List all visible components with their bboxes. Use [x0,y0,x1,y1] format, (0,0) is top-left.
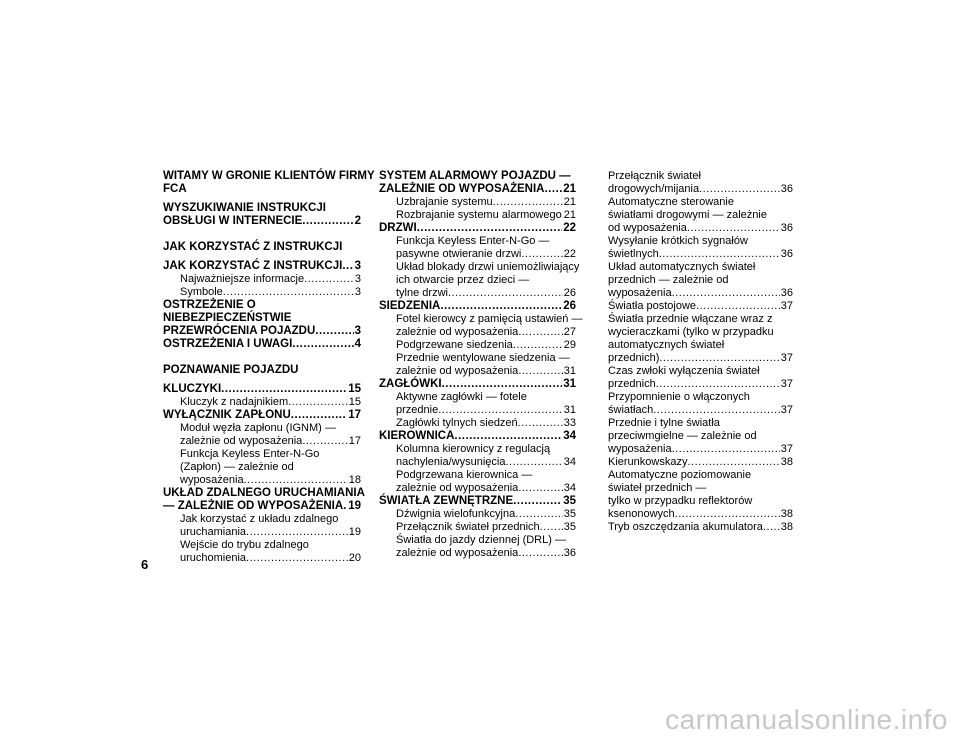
toc-entry-page-number: 38 [780,521,793,533]
dot-leader [518,326,562,339]
toc-entry-title: świetlnych [608,248,659,260]
toc-entry[interactable] [163,260,361,273]
toc-entry[interactable] [608,365,793,391]
toc-entry-title: — ZALEŻNIE OD WYPOSAŻENIA [163,500,344,512]
toc-entry-text-line: Podgrzewana kierownica — [396,469,533,481]
toc-entry[interactable] [608,235,793,261]
dot-leader [493,196,563,209]
dot-leader [675,508,780,521]
dot-leader [442,378,563,391]
dot-leader [518,482,562,495]
toc-entry-title: Uzbrajanie systemu [396,196,493,208]
toc-entry-text-line: Aktywne zagłówki — fotele [396,391,527,403]
toc-entry-text-line: Automatyczne poziomowanie [608,469,752,481]
dot-leader [438,404,563,417]
toc-entry-text-line: SYSTEM ALARMOWY POJAZDU — [379,170,571,182]
toc-entry[interactable] [163,422,361,448]
toc-entry-title: przednich [608,378,656,390]
toc-entry[interactable] [379,417,576,430]
toc-entry-title: Rozbrajanie systemu alarmowego [396,209,562,221]
toc-entry-title: wyposażenia [180,474,244,486]
toc-entry-title: światłach [608,404,654,416]
toc-entry[interactable] [379,495,576,508]
toc-entry[interactable] [163,487,365,513]
toc-entry-page-number: 21 [563,183,576,195]
dot-leader [659,248,780,261]
watermark: carmanualsonline.info [665,704,948,735]
toc-entry[interactable] [608,456,793,469]
toc-entry[interactable] [608,521,793,534]
toc-entry-page-number: 19 [348,500,361,512]
toc-entry-title: ksenonowych [608,508,675,520]
toc-entry-page-number: 37 [780,300,793,312]
toc-entry-text-line: Światła do jazdy dziennej (DRL) — [396,534,566,546]
toc-entry[interactable] [163,396,361,409]
toc-entry[interactable] [163,202,361,228]
toc-entry[interactable] [379,534,576,560]
toc-entry-title: Światła postojowe [608,300,697,312]
dot-leader [292,338,353,351]
toc-entry-page-number: 34 [563,430,576,442]
toc-entry[interactable] [608,313,793,365]
toc-entry-text-line: NIEBEZPIECZEŃSTWIE [163,312,292,324]
toc-column-3 [608,170,793,534]
toc-entry-page-number: 21 [563,196,576,208]
dot-leader [672,287,780,300]
toc-entry-page-number: 3 [354,260,361,272]
toc-entry-title: Kluczyk z nadajnikiem [180,396,289,408]
dot-leader [699,183,780,196]
toc-entry[interactable] [163,338,361,351]
toc-entry-title: tylne drzwi [396,287,448,299]
toc-entry[interactable] [608,417,793,456]
toc-entry-page-number: 37 [780,404,793,416]
toc-entry[interactable] [163,241,361,254]
toc-entry[interactable] [379,235,576,261]
dot-leader [515,508,563,521]
toc-entry-title: uruchamiania [180,526,247,538]
toc-entry-title: Podgrzewane siedzenia [396,339,513,351]
toc-entry[interactable] [379,300,576,313]
toc-entry-page-number: 37 [780,443,793,455]
toc-entry[interactable] [379,261,580,300]
toc-entry-page-number: 21 [563,209,576,221]
dot-leader [244,474,348,487]
dot-leader [454,430,562,443]
dot-leader [304,273,354,286]
toc-entry-page-number: 33 [563,417,576,429]
toc-entry-page-number: 26 [563,300,576,312]
toc-entry-page-number: 2 [354,215,361,227]
dot-leader [540,521,563,534]
toc-entry-title: pasywne otwieranie drzwi [396,248,522,260]
dot-leader [513,495,562,508]
dot-leader [505,456,562,469]
toc-entry-page-number: 36 [780,287,793,299]
toc-entry[interactable] [608,300,793,313]
dot-leader [302,215,353,228]
dot-leader [696,300,780,313]
toc-entry-page-number: 38 [780,508,793,520]
dot-leader [221,383,347,396]
toc-entry-page-number: 34 [563,482,576,494]
toc-entry[interactable] [163,513,361,539]
toc-entry[interactable] [379,469,576,495]
toc-entry-title: JAK KORZYSTAĆ Z INSTRUKCJI [163,260,343,272]
toc-entry-text-line: ich otwarcie przez dzieci — [396,274,530,286]
toc-entry-page-number: 27 [563,326,576,338]
toc-entry-title: Zagłówki tylnych siedzeń [396,417,518,429]
toc-entry-title: KIEROWNICA [379,430,455,442]
dot-leader [315,325,353,338]
toc-entry-page-number: 35 [563,508,576,520]
toc-entry[interactable] [379,508,576,521]
toc-entry-title: nachylenia/wysunięcia [396,456,506,468]
toc-entry-page-number: 17 [348,409,361,421]
toc-entry-title: ZALEŻNIE OD WYPOSAŻENIA [379,183,545,195]
toc-entry-page-number: 3 [354,273,361,285]
toc-entry-text-line: OSTRZEŻENIE O [163,299,256,311]
toc-entry-text-line: Jak korzystać z układu zdalnego [180,513,339,525]
toc-entry-page-number: 4 [354,338,361,350]
toc-entry-title: ZAGŁÓWKI [379,378,442,390]
toc-entry-title: JAK KORZYSTAĆ Z INSTRUKCJI [163,241,343,253]
toc-entry-text-line: Funkcja Keyless Enter-N-Go — [396,235,550,247]
toc-entry[interactable] [379,521,576,534]
toc-entry-text-line: Czas zwłoki wyłączenia świateł [608,365,760,377]
toc-entry-page-number: 17 [348,435,361,447]
dot-leader [246,552,348,565]
toc-entry[interactable] [163,383,361,396]
toc-entry-title: zależnie od wyposażenia [396,365,519,377]
toc-entry-title: OBSŁUGI W INTERNECIE [163,215,303,227]
toc-entry-text-line: Moduł węzła zapłonu (IGNM) — [180,422,336,434]
dot-leader [518,365,562,378]
toc-entry-title: zależnie od wyposażenia [180,435,303,447]
toc-entry-text-line: Wysyłanie krótkich sygnałów [608,235,748,247]
toc-entry-page-number: 38 [780,456,793,468]
toc-entry-text-line: Wejście do trybu zdalnego [180,539,309,551]
dot-leader [687,222,780,235]
toc-entry-page-number: 15 [348,396,361,408]
toc-entry[interactable] [163,286,361,299]
toc-entry-title: Przełącznik świateł przednich [396,521,540,533]
toc-entry-text-line: przeciwmgielne — zależnie od [608,430,757,442]
toc-entry[interactable] [379,430,576,443]
toc-entry[interactable] [379,222,576,235]
toc-entry[interactable] [163,409,361,422]
dot-leader [687,456,779,469]
toc-entry-text-line: Kolumna kierownicy z regulacją [396,443,551,455]
toc-entry-page-number: 31 [563,378,576,390]
toc-entry-text-line: Układ automatycznych świateł [608,261,756,273]
dot-leader [544,183,562,196]
toc-entry-page-number: 15 [348,383,361,395]
toc-entry[interactable] [608,469,793,521]
toc-entry-text-line: Światła przednie włączane wraz z [608,313,773,325]
dot-leader [448,287,563,300]
dot-leader [518,417,563,430]
page-number: 6 [141,557,149,572]
toc-column-2 [379,170,583,560]
toc-entry-text-line: światłami drogowymi — zależnie [608,209,767,221]
toc-entry-page-number: 35 [563,521,576,533]
toc-entry-page-number: 29 [563,339,576,351]
toc-entry-page-number: 18 [348,474,361,486]
toc-entry[interactable] [379,378,576,391]
toc-entry-text-line: Przypomnienie o włączonych [608,391,750,403]
toc-entry-page-number: 22 [563,222,576,234]
dot-leader [763,521,780,534]
toc-entry[interactable] [379,339,576,352]
toc-entry[interactable] [608,170,793,196]
toc-column-1 [163,170,375,565]
toc-entry-page-number: 20 [348,552,361,564]
toc-entry[interactable] [379,352,576,378]
toc-entry-page-number: 31 [563,404,576,416]
dot-leader [659,352,779,365]
dot-leader [440,300,562,313]
toc-entry[interactable] [163,170,375,196]
toc-entry-text-line: UKŁAD ZDALNEGO URUCHAMIANIA [163,487,365,499]
toc-entry-text-line: WYSZUKIWANIE INSTRUKCJI [163,202,326,214]
toc-entry-title: od wyposażenia [608,222,687,234]
toc-entry-title: zależnie od wyposażenia [396,547,519,559]
toc-entry-page-number: 34 [563,456,576,468]
toc-entry-page-number: 26 [563,287,576,299]
dot-leader [342,260,353,273]
dot-leader [518,547,562,560]
toc-entry-page-number: 35 [563,495,576,507]
toc-entry[interactable] [163,299,361,338]
toc-entry-page-number: 36 [780,222,793,234]
toc-entry-page-number: 22 [563,248,576,260]
dot-leader [656,378,780,391]
toc-entry-page-number: 19 [348,526,361,538]
toc-entry-title: wyposażenia [608,443,672,455]
toc-entry[interactable] [163,539,361,565]
toc-entry-title: Kierunkowskazy [608,456,688,468]
dot-leader [246,526,348,539]
toc-entry-text-line: przednich — zależnie od [608,274,729,286]
toc-entry-title: SIEDZENIA [379,300,441,312]
toc-entry-title: zależnie od wyposażenia [396,482,519,494]
dot-leader [291,409,347,422]
toc-entry[interactable] [163,364,361,377]
dot-leader [653,404,780,417]
toc-entry-text-line: (Zapłon) — zależnie od [180,461,294,473]
toc-entry-title: Dźwignia wielofunkcyjna [396,508,516,520]
toc-entry[interactable] [379,443,576,469]
toc-entry-text-line: Przełącznik świateł [608,170,701,182]
toc-entry[interactable] [608,391,793,417]
toc-entry-page-number: 31 [563,365,576,377]
toc-entry-title: KLUCZYKI [163,383,222,395]
toc-entry[interactable] [608,261,793,300]
toc-entry-title: Najważniejsze informacje [180,273,305,285]
toc-entry-page-number: 36 [780,183,793,195]
toc-entry-text-line: WITAMY W GRONIE KLIENTÓW FIRMY [163,170,375,182]
toc-entry-title: drogowych/mijania [608,183,700,195]
toc-entry-title: zależnie od wyposażenia [396,326,519,338]
toc-entry[interactable] [379,170,576,196]
dot-leader [672,443,780,456]
toc-entry-text-line: świateł przednich — [608,482,707,494]
toc-entry-title: POZNAWANIE POJAZDU [163,364,299,376]
toc-entry-text-line: Przednie i tylne światła [608,417,720,429]
toc-entry-page-number: 36 [563,547,576,559]
toc-entry-text-line: Automatyczne sterowanie [608,196,734,208]
toc-entry-text-line: wycieraczkami (tylko w przypadku [608,326,774,338]
toc-entry-page-number: 37 [780,378,793,390]
toc-entry-text-line: automatycznych świateł [608,339,725,351]
dot-leader [288,396,348,409]
toc-entry-title: przednie [396,404,439,416]
toc-entry-title: OSTRZEŻENIA I UWAGI [163,338,293,350]
toc-entry-text-line: tylko w przypadku reflektorów [608,495,753,507]
toc-entry-text-line: Układ blokady drzwi uniemożliwiający [396,261,580,273]
dot-leader [223,286,354,299]
toc-entry[interactable] [608,196,793,235]
toc-entry[interactable] [163,448,361,487]
toc-entry-title: PRZEWRÓCENIA POJAZDU [163,325,316,337]
toc-entry-title: Symbole [180,286,223,298]
toc-entry-title: FCA [163,183,187,195]
dot-leader [513,339,563,352]
toc-entry-page-number: 3 [354,286,361,298]
toc-entry-title: ŚWIATŁA ZEWNĘTRZNE [379,495,514,507]
toc-entry[interactable] [379,209,576,222]
toc-entry[interactable] [379,196,576,209]
toc-entry-page-number: 37 [780,352,793,364]
toc-entry[interactable] [379,313,583,339]
toc-entry-title: przednich) [608,352,660,364]
toc-entry-title: wyposażenia [608,287,672,299]
toc-entry-text-line: Przednie wentylowane siedzenia — [396,352,570,364]
dot-leader [521,248,562,261]
toc-entry-text-line: Fotel kierowcy z pamięcią ustawień — [396,313,583,325]
toc-entry-title: Tryb oszczędzania akumulatora [608,521,763,533]
toc-entry[interactable] [379,391,576,417]
toc-entry-title: uruchomienia [180,552,247,564]
toc-entry-title: DRZWI [379,222,417,234]
toc-entry-text-line: Funkcja Keyless Enter-N-Go [180,448,320,460]
toc-entry-page-number: 3 [354,325,361,337]
toc-entry-title: WYŁĄCZNIK ZAPŁONU [163,409,291,421]
dot-leader [302,435,347,448]
toc-entry-page-number: 36 [780,248,793,260]
toc-entry[interactable] [163,273,361,286]
dot-leader [417,222,563,235]
